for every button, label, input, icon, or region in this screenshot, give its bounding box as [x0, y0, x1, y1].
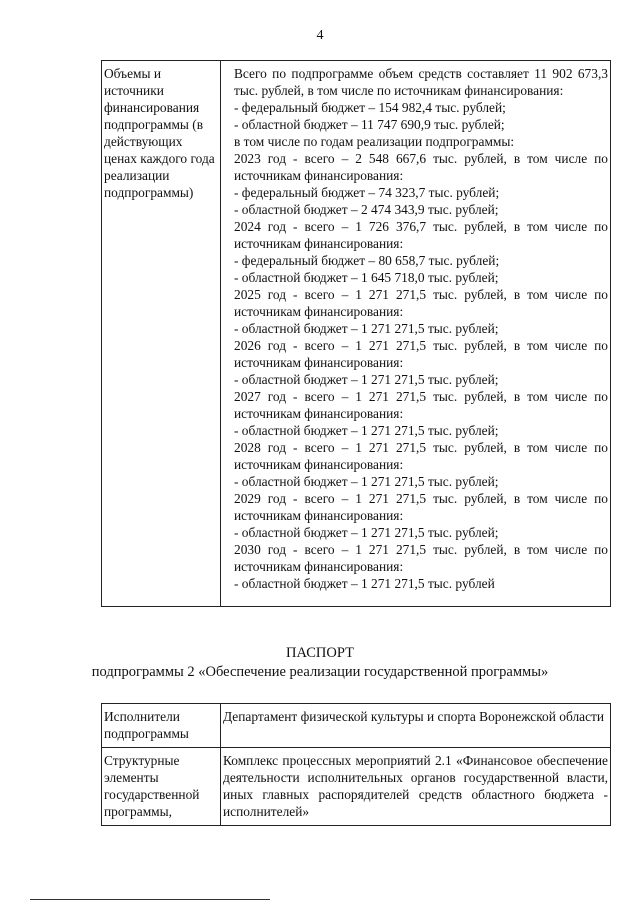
- funding-line: - областной бюджет – 1 271 271,5 тыс. рублей;: [234, 423, 499, 438]
- row-value-executors: Департамент физической культуры и спорта Воронежской области: [221, 704, 611, 748]
- footnote-divider: [30, 899, 270, 900]
- funding-label: Объемы и источники финансирования подпрограммы (в действующих ценах каждого года реализации подпрограммы): [102, 61, 221, 607]
- funding-line: - областной бюджет – 1 271 271,5 тыс. рублей: [234, 576, 495, 591]
- funding-line: - областной бюджет – 11 747 690,9 тыс. рублей;: [234, 117, 505, 132]
- page-number: 4: [316, 28, 324, 43]
- funding-row: [102, 61, 611, 607]
- funding-line: - областной бюджет – 1 271 271,5 тыс. рублей;: [234, 372, 499, 387]
- funding-line: - областной бюджет – 1 271 271,5 тыс. рублей;: [234, 474, 499, 489]
- funding-line: - федеральный бюджет – 80 658,7 тыс. рублей;: [234, 253, 500, 268]
- funding-line: 2028 год - всего – 1 271 271,5 тыс. рублей, в том числе по источникам финансирования:: [234, 440, 608, 472]
- passport-table: [101, 703, 611, 826]
- row-label-elements: Структурные элементы государственной программы,: [102, 748, 221, 826]
- funding-line: 2030 год - всего – 1 271 271,5 тыс. рублей, в том числе по источникам финансирования:: [234, 542, 608, 574]
- passport-title: ПАСПОРТ: [286, 645, 354, 661]
- funding-line: - областной бюджет – 2 474 343,9 тыс. рублей;: [234, 202, 499, 217]
- table-row: [102, 748, 611, 826]
- funding-line: 2025 год - всего – 1 271 271,5 тыс. рублей, в том числе по источникам финансирования:: [234, 287, 608, 319]
- row-value-elements: Комплекс процессных мероприятий 2.1 «Финансовое обеспечение деятельности исполнительных органов государственной власти, иных главных распорядителей средств областного бюджета - исполнителей»: [221, 748, 611, 826]
- funding-line: 2027 год - всего – 1 271 271,5 тыс. рублей, в том числе по источникам финансирования:: [234, 389, 608, 421]
- funding-line: в том числе по годам реализации подпрограммы:: [234, 134, 515, 149]
- table-row: [102, 704, 611, 748]
- funding-line: Всего по подпрограмме объем средств составляет 11 902 673,3 тыс. рублей, в том числе по источникам финансирования:: [234, 66, 608, 98]
- funding-line: 2023 год - всего – 2 548 667,6 тыс. рублей, в том числе по источникам финансирования:: [234, 151, 608, 183]
- funding-line: - областной бюджет – 1 271 271,5 тыс. рублей;: [234, 525, 499, 540]
- funding-line: 2024 год - всего – 1 726 376,7 тыс. рублей, в том числе по источникам финансирования:: [234, 219, 608, 251]
- passport-subtitle: подпрограммы 2 «Обеспечение реализации государственной программы»: [91, 664, 549, 680]
- funding-line: 2026 год - всего – 1 271 271,5 тыс. рублей, в том числе по источникам финансирования:: [234, 338, 608, 370]
- funding-line: - федеральный бюджет – 154 982,4 тыс. рублей;: [234, 100, 506, 115]
- row-label-executors: Исполнители подпрограммы: [102, 704, 221, 748]
- funding-details: [221, 61, 611, 607]
- funding-line: - областной бюджет – 1 271 271,5 тыс. рублей;: [234, 321, 499, 336]
- funding-line: - федеральный бюджет – 74 323,7 тыс. рублей;: [234, 185, 500, 200]
- funding-line: 2029 год - всего – 1 271 271,5 тыс. рублей, в том числе по источникам финансирования:: [234, 491, 608, 523]
- funding-table: [101, 60, 611, 607]
- funding-line: - областной бюджет – 1 645 718,0 тыс. рублей;: [234, 270, 499, 285]
